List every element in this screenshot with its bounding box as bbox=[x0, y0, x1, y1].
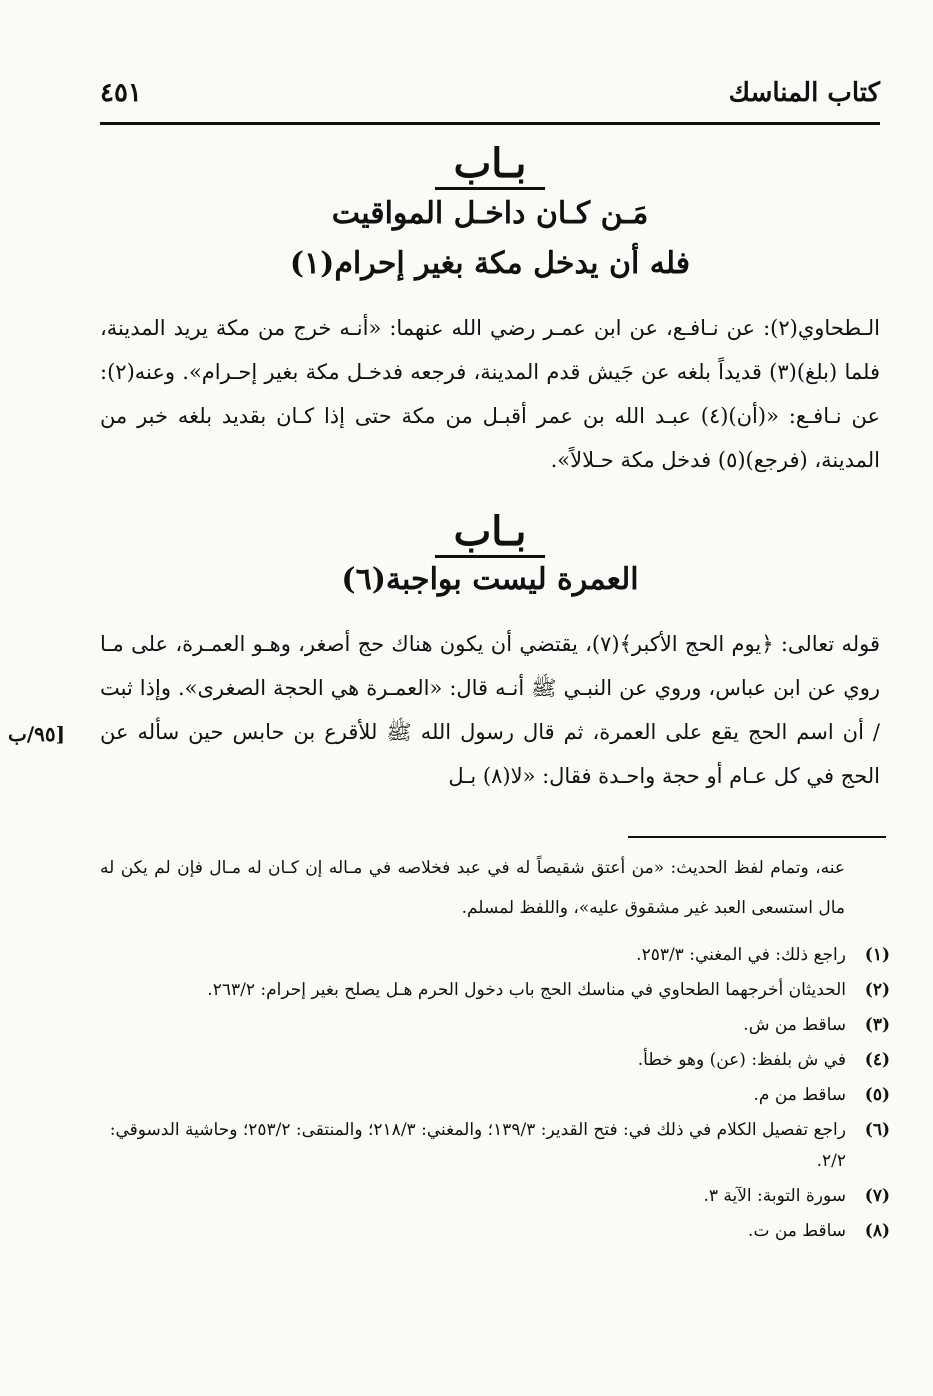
footnote-number: (٧) bbox=[864, 1186, 890, 1206]
footnote-item bbox=[100, 940, 890, 971]
section2-body: قوله تعالى: ﴿يوم الحج الأكبر﴾(٧)، يقتضي أن يكون هناك حج أصغر، وهـو العمـرة، على مـا روي عن ابن عباس، وروي عن النبـي ﷺ أنـه قال: «العمـرة هي الحجة الصغرى». وإذا ثبت / أن اسم الحج يقع على العمرة، ثم قال رسول الله ﷺ للأقرع بن حابس حين سأله عن الحج في كل عـام أو حجة واحـدة فقال: «لا(٨) بـل bbox=[100, 632, 881, 788]
footnote-item bbox=[100, 1080, 890, 1111]
section1-body: الـطحاوي(٢): عن نـافـع، عن ابن عمـر رضي الله عنهما: «أنـه خرج من مكة يريد المدينة، فلما (بلغ)(٣) قديداً بلغه عن جَيش قدم المدينة، فرجعه فدخـل مكة بغير إحـرام». وعنه(٢): عن نـافـع: «(أن)(٤) عبـد الله بن عمر أقبـل من مكة حتى إذا كـان بقديد بلغه خبر من المدينة، (فرجع)(٥) فدخل مكة حـلالاً». bbox=[100, 316, 880, 472]
footnote-text: ساقط من ش. bbox=[743, 1015, 846, 1035]
footnote-item bbox=[100, 1181, 890, 1212]
footnote-number: (٤) bbox=[864, 1050, 890, 1070]
footnote-item bbox=[100, 975, 890, 1006]
running-title: كتاب المناسك bbox=[728, 78, 880, 108]
footnote-number: (٢) bbox=[864, 980, 890, 1000]
footnote-number: (٣) bbox=[864, 1015, 890, 1035]
section1-title-line1: مَـن كـان داخـل المواقيت bbox=[331, 196, 649, 231]
page-number: ٤٥١ bbox=[100, 78, 142, 108]
header-rule bbox=[100, 122, 880, 125]
section2-title: العمرة ليست بواجبة(٦) bbox=[341, 562, 639, 597]
section1-bab: بـاب bbox=[100, 140, 880, 190]
section2-bab: بـاب bbox=[100, 508, 880, 558]
footnote-text: الحديثان أخرجهما الطحاوي في مناسك الحج باب دخول الحرم هـل يصلح بغير إحرام: ٢٦٣/٢. bbox=[207, 980, 846, 1000]
section1-title-line2: فله أن يدخل مكة بغير إحرام(١) bbox=[289, 246, 691, 281]
footnote-text: ساقط من ت. bbox=[748, 1221, 846, 1241]
footnote-item bbox=[100, 1216, 890, 1247]
footnote-item bbox=[100, 1010, 890, 1041]
footnote-text: راجع ذلك: في المغني: ٢٥٣/٣. bbox=[636, 945, 846, 965]
footnote-text: ساقط من م. bbox=[753, 1085, 846, 1105]
footnote-list bbox=[100, 940, 890, 1251]
footnote-continuation: عنه، وتمام لفظ الحديث: «من أعتق شقيصاً له في عبد فخلاصه في مـاله إن كـان له مـال فإن لم يكن له مال استسعى العبد غير مشقوق عليه»، واللفظ لمسلم. bbox=[100, 858, 845, 918]
footnote-text: سورة التوبة: الآية ٣. bbox=[703, 1186, 846, 1206]
footnote-item bbox=[100, 1045, 890, 1076]
footnote-number: (٥) bbox=[864, 1085, 890, 1105]
page-header bbox=[100, 78, 880, 122]
footnote-number: (٦) bbox=[864, 1120, 890, 1140]
footnote-text: في ش بلفظ: (عن) وهو خطأ. bbox=[637, 1050, 846, 1070]
footnote-number: (١) bbox=[864, 945, 890, 965]
footnote-rule bbox=[628, 836, 886, 838]
footnote-number: (٨) bbox=[864, 1221, 890, 1241]
margin-note: [٩٥/ب bbox=[8, 722, 66, 746]
footnote-text: راجع تفصيل الكلام في ذلك في: فتح القدير: ١٣٩/٣؛ والمغني: ٢١٨/٣؛ والمنتقى: ٢٥٣/٢؛ وحاشية الدسوقي: ٢/٢. bbox=[109, 1120, 846, 1171]
footnote-item bbox=[100, 1115, 890, 1177]
